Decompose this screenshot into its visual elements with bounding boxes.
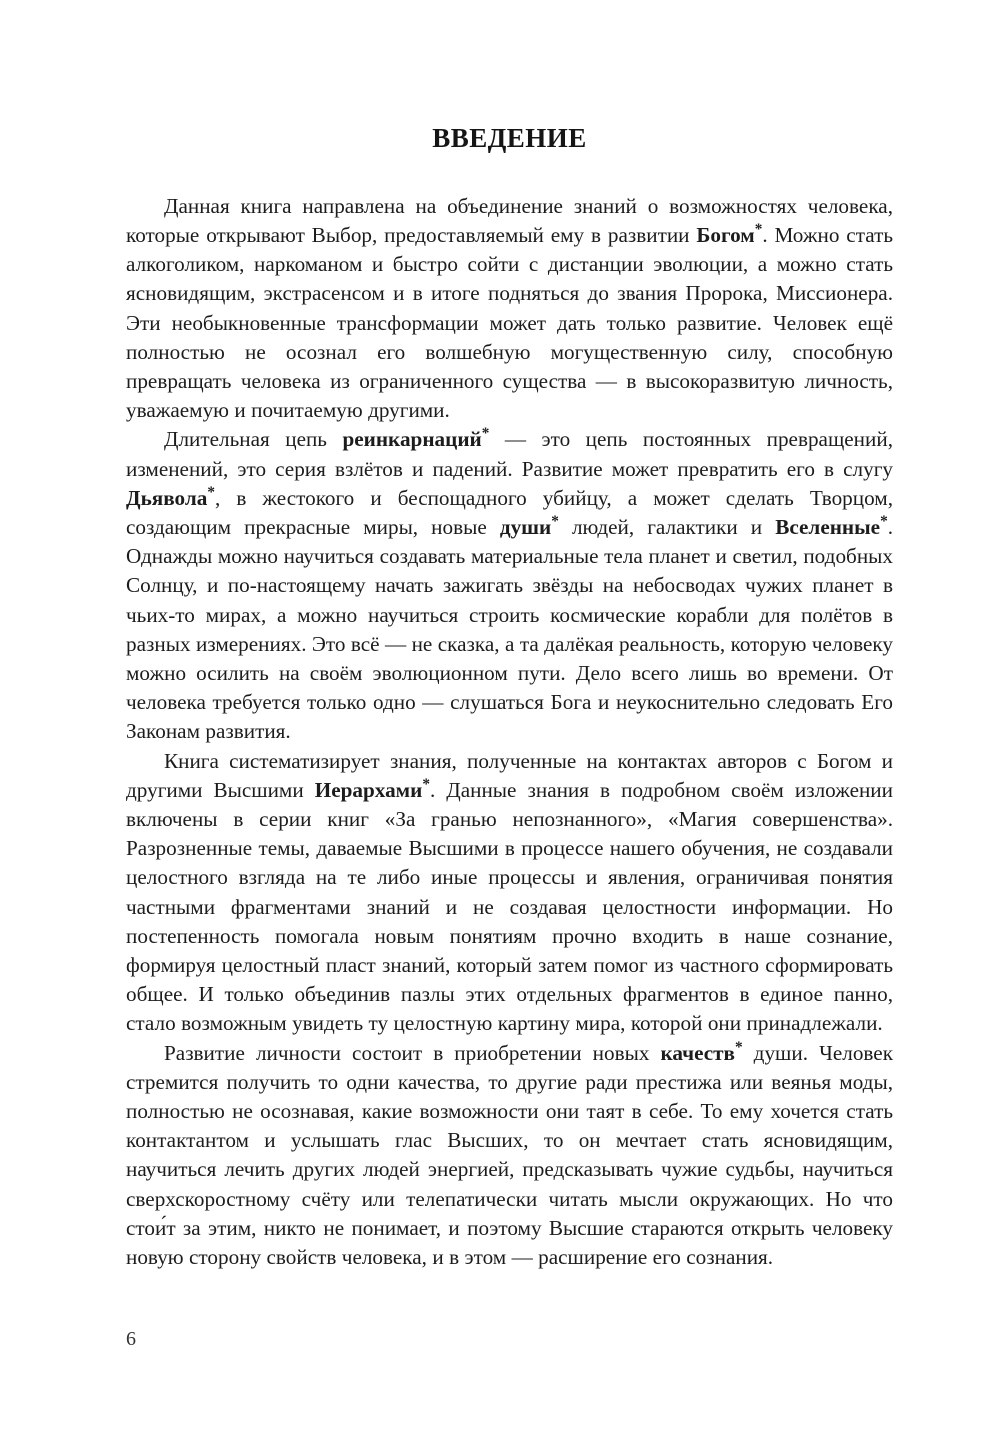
page-content [126,0,893,1272]
paragraph-4-run-2: души. Человек стремится получить то одни качества, то другие ради престижа или веянья моды, полностью не осознавая, какие возможности они таят в себе. То ему хочется стать контактантом и услышать глас Высших, то он мечтает стать ясновидящим, научиться лечить других людей энергией, предсказывать чужие судьбы, научиться сверхскоростному счёту или телепатически читать мысли окружающих. Но что стои́т за этим, никто не понимает, и поэтому Высшие стараются открыть человеку новую сторону свойств человека, и в этом — расширение его сознания. [126,1040,893,1269]
footnote-marker-icon: * [735,1038,743,1056]
term-dyavola [126,483,215,510]
footnote-marker-icon: * [880,512,888,530]
term-ierarhami-label: Иерархами [314,777,423,802]
paragraph-2 [126,425,893,746]
term-kachestv-label: качеств [660,1040,735,1065]
paragraph-1-run-2: . Можно стать алкоголиком, наркоманом и быстро сойти с дистанции эволюции, а можно стать ясновидящим, экстрасенсом и в итоге подняться до звания Пророка, Миссионера. Эти необыкновенные трансформации может дать только развитие. Человек ещё полностью не осознал его волшебную могущественную силу, способную превращать человека из ограниченного существа — в высокоразвитую личность, уважаемую и почитаемую другими. [126,222,893,423]
paragraph-2-run-1: Длительная цепь [164,427,343,452]
body-text [126,154,893,1273]
footnote-marker-icon: * [422,775,430,793]
term-reinkarnaciy [342,427,489,451]
page-title: ВВЕДЕНИЕ [432,123,587,153]
footnote-marker-icon: * [754,220,763,238]
paragraph-2-run-5: . Однажды можно научиться создавать материальные тела планет и светил, подобных Солнцу, и по-настоящему начать зажигать звёзды на небосводах чужих планет в чьих-то мирах, а можно научиться строить космические корабли для полётов в разных измерениях. Это всё — не сказка, а та далёкая реальность, которую человеку можно осилить на своём эволюционном пути. Дело всего лишь во времени. От человека требуется только одно — слушаться Бога и неукоснительно следовать Его Законам развития. [126,514,894,744]
page-number: 6 [126,1328,136,1350]
paragraph-3 [126,747,893,1039]
paragraph-1 [126,192,893,426]
paragraph-1-run-1: Данная книга направлена на объединение знаний о возможностях человека, которые открывают Выбор, предоставляемый ему в развитии [126,193,893,247]
term-kachestv [660,1038,743,1065]
term-vselennye [775,512,888,539]
paragraph-2-run-2: — это цепь постоянных превращений, изменений, это серия взлётов и падений. Развитие может превратить его в слугу [126,427,893,481]
term-reinkarnaciy-label: реинкарнаций [342,427,482,452]
paragraph-3-run-2: . Данные знания в подробном своём изложении включены в серии книг «За гранью непознанного», «Магия совершенства». Разрозненные темы, даваемые Высшими в процессе нашего обучения, не создавали целостного взгляда на те либо иные процессы и явления, ограничивая понятия частными фрагментами знаний и не создавая целостности информации. Но постепенность помогала новым понятиям прочно входить в наше сознание, формируя целостный пласт знаний, который затем помог из частного сформировать общее. И только объединив пазлы этих отдельных фрагментов в единое панно, стало возможным увидеть ту целостную картину мира, которой они принадлежали. [126,777,893,1036]
paragraph-2-run-4: людей, галактики и [558,514,776,539]
term-dyavola-label: Дьявола [126,485,208,510]
term-dushi [499,512,559,539]
term-dushi-label: души [499,514,552,539]
paragraph-4 [126,1039,893,1273]
term-bog-label: Богом [696,222,755,247]
footnote-marker-icon: * [207,483,215,501]
paragraph-2-run-3: , в жестокого и беспощадного убийцу, а может сделать Творцом, создающим прекрасные миры, новые [126,485,893,539]
paragraph-4-run-1: Развитие личности состоит в приобретении новых [164,1040,661,1065]
footnote-marker-icon: * [551,512,559,530]
term-bog [696,220,763,247]
paragraph-3-run-1: Книга систематизирует знания, полученные на контактах авторов с Богом и другими Высшими [126,748,893,802]
term-vselennye-label: Вселенные [775,514,881,539]
term-ierarhami [314,775,430,802]
footnote-marker-icon: * [481,425,490,443]
